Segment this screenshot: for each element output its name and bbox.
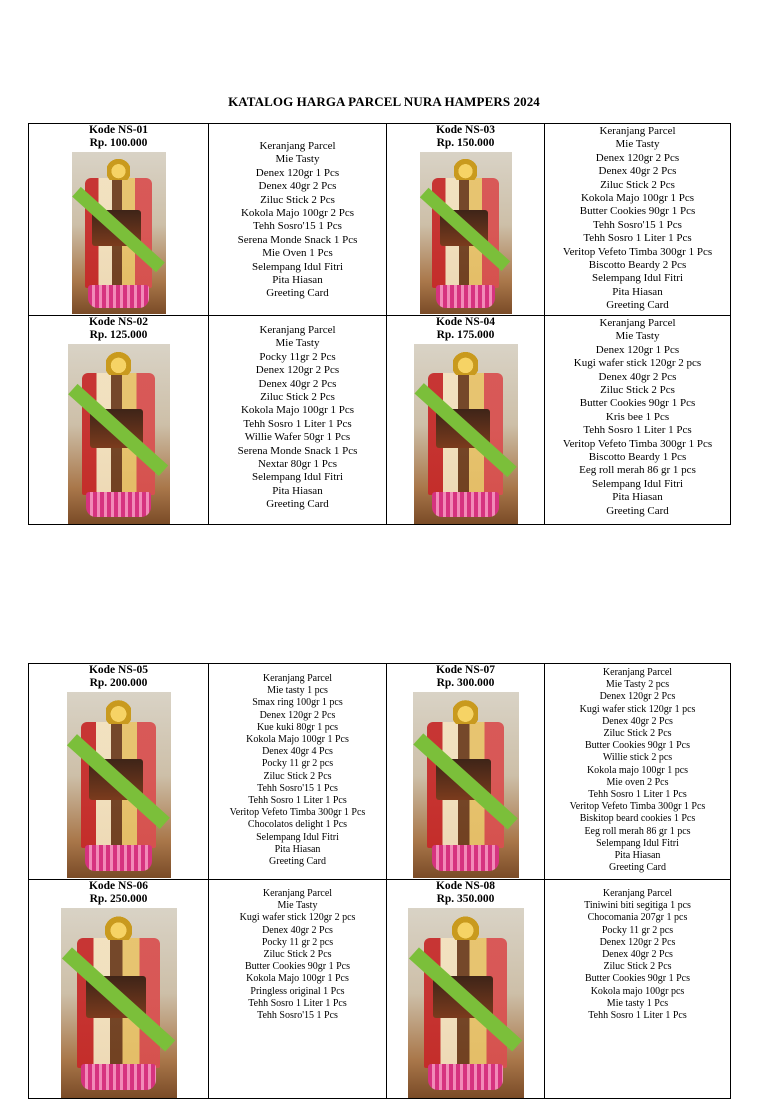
list-item: Selempang Idul Fitri bbox=[596, 837, 679, 849]
list-item: Biscotto Beardy 2 Pcs bbox=[588, 259, 687, 272]
list-item: Mie Tasty 2 pcs bbox=[605, 679, 670, 691]
product-items-ns08 bbox=[545, 880, 731, 1099]
list-item: Pita Hiasan bbox=[272, 274, 323, 287]
product-photo bbox=[61, 908, 177, 1098]
list-item: Greeting Card bbox=[269, 856, 326, 868]
product-code: Kode NS-01 bbox=[88, 124, 149, 136]
product-items-ns02 bbox=[209, 316, 387, 525]
list-item: Mie Tasty bbox=[277, 900, 318, 912]
list-item: Ziluc Stick 2 Pcs bbox=[603, 728, 672, 740]
list-item: Ziluc Stick 2 Pcs bbox=[260, 391, 335, 404]
list-item: Kokola Majo 100gr 1 Pcs bbox=[580, 192, 695, 205]
product-photo bbox=[408, 908, 524, 1098]
list-item: Selempang Idul Fitri bbox=[251, 471, 344, 484]
list-item: Denex 120gr 2 Pcs bbox=[595, 151, 680, 164]
product-photo bbox=[420, 152, 512, 314]
list-item: Denex 120gr 1 Pcs bbox=[255, 166, 340, 179]
product-items-ns06 bbox=[209, 880, 387, 1099]
list-item: Keranjang Parcel bbox=[602, 667, 673, 678]
list-item: Keranjang Parcel bbox=[262, 888, 333, 899]
list-item: Tehh Sosro 1 Liter 1 Pcs bbox=[248, 997, 347, 1009]
list-item: Denex 40gr 2 Pcs bbox=[598, 370, 677, 383]
list-item: Tehh Sosro 1 Liter 1 Pcs bbox=[243, 417, 352, 430]
list-item: Tehh Sosro 1 Liter 1 Pcs bbox=[588, 1010, 687, 1022]
list-item: Denex 40gr 2 Pcs bbox=[602, 715, 673, 727]
list-item: Butter Cookies 90gr 1 Pcs bbox=[579, 205, 696, 218]
list-item: Mie Tasty bbox=[615, 138, 660, 151]
list-item: Selempang Idul Fitri bbox=[591, 477, 684, 490]
list-item: Greeting Card bbox=[606, 299, 669, 312]
product-code: Kode NS-02 bbox=[88, 316, 149, 328]
list-item: Pringless original 1 Pcs bbox=[250, 985, 345, 997]
catalog-table-2 bbox=[28, 663, 731, 1099]
list-item: Denex 40gr 2 Pcs bbox=[598, 165, 677, 178]
catalog-table-1 bbox=[28, 123, 731, 525]
list-item: Greeting Card bbox=[266, 287, 329, 300]
list-item: Serena Monde Snack 1 Pcs bbox=[237, 444, 358, 457]
list-item: Butter Cookies 90gr 1 Pcs bbox=[585, 973, 690, 985]
list-item: Greeting Card bbox=[606, 504, 669, 517]
table-row bbox=[29, 664, 731, 880]
list-item: Keranjang Parcel bbox=[602, 888, 673, 899]
list-item: Pita Hiasan bbox=[612, 491, 663, 504]
list-item: Butter Cookies 90gr 1 Pcs bbox=[585, 740, 690, 752]
list-item: Greeting Card bbox=[609, 862, 666, 874]
list-item: Veritop Vefeto Timba 300gr 1 Pcs bbox=[569, 801, 706, 813]
product-price: Rp. 300.000 bbox=[436, 677, 495, 689]
list-item: Ziluc Stick 2 Pcs bbox=[600, 384, 675, 397]
product-code: Kode NS-04 bbox=[435, 316, 496, 328]
product-items-ns03 bbox=[545, 124, 731, 316]
list-item: Keranjang Parcel bbox=[259, 140, 336, 152]
product-photo bbox=[68, 344, 170, 524]
list-item: Kokola Majo 100gr 2 Pcs bbox=[240, 207, 355, 220]
list-item: Kue kuki 80gr 1 pcs bbox=[256, 721, 339, 733]
list-item: Tehh Sosro'15 1 Pcs bbox=[593, 218, 682, 231]
list-item: Pita Hiasan bbox=[614, 850, 661, 862]
list-item: Veritop Vefeto Timba 300gr 1 Pcs bbox=[229, 807, 366, 819]
list-item: Greeting Card bbox=[266, 498, 329, 511]
list-item: Tehh Sosro 1 Liter 1 Pcs bbox=[583, 424, 692, 437]
product-code: Kode NS-07 bbox=[435, 664, 496, 676]
product-items-ns04 bbox=[545, 316, 731, 525]
list-item: Selempang Idul Fitri bbox=[591, 272, 684, 285]
list-item: Denex 120gr 1 Pcs bbox=[595, 343, 680, 356]
product-cell-ns02 bbox=[29, 316, 209, 525]
product-photo bbox=[72, 152, 166, 314]
list-item: Kugi wafer stick 120gr 1 pcs bbox=[579, 703, 696, 715]
list-item: Willie stick 2 pcs bbox=[602, 752, 673, 764]
list-item: Veritop Vefeto Timba 300gr 1 Pcs bbox=[562, 245, 713, 258]
list-item: Kokola Majo 100gr 1 Pcs bbox=[240, 404, 355, 417]
product-price: Rp. 350.000 bbox=[436, 893, 495, 905]
list-item: Chocomania 207gr 1 pcs bbox=[587, 912, 688, 924]
product-photo bbox=[67, 692, 171, 878]
list-item: Kugi wafer stick 120gr 2 pcs bbox=[573, 357, 702, 370]
list-item: Pita Hiasan bbox=[612, 285, 663, 298]
product-photo bbox=[413, 692, 519, 878]
list-item: Pita Hiasan bbox=[272, 484, 323, 497]
list-item: Ziluc Stick 2 Pcs bbox=[600, 178, 675, 191]
list-item: Denex 120gr 2 Pcs bbox=[599, 936, 676, 948]
list-item: Pita Hiasan bbox=[274, 843, 321, 855]
list-item: Kokola majo 100gr pcs bbox=[590, 985, 685, 997]
list-item: Tehh Sosro 1 Liter 1 Pcs bbox=[583, 232, 692, 245]
list-item: Butter Cookies 90gr 1 Pcs bbox=[245, 961, 350, 973]
list-item: Kris bee 1 Pcs bbox=[605, 410, 670, 423]
product-cell-ns08 bbox=[387, 880, 545, 1099]
product-cell-ns03 bbox=[387, 124, 545, 316]
product-price: Rp. 100.000 bbox=[89, 137, 148, 149]
list-item: Pocky 11 gr 2 pcs bbox=[601, 924, 674, 936]
table-row bbox=[29, 316, 731, 525]
table-row bbox=[29, 124, 731, 316]
product-price: Rp. 150.000 bbox=[436, 137, 495, 149]
product-code: Kode NS-06 bbox=[88, 880, 149, 892]
list-item: Keranjang Parcel bbox=[599, 317, 676, 329]
product-cell-ns01 bbox=[29, 124, 209, 316]
list-item: Tehh Sosro 1 Liter 1 Pcs bbox=[588, 789, 687, 801]
product-photo bbox=[414, 344, 518, 524]
list-item: Ziluc Stick 2 Pcs bbox=[263, 949, 332, 961]
list-item: Mie tasty 1 pcs bbox=[267, 685, 328, 697]
list-item: Kokola majo 100gr 1 pcs bbox=[586, 764, 689, 776]
list-item: Pocky 11 gr 2 pcs bbox=[261, 936, 334, 948]
list-item: Kugi wafer stick 120gr 2 pcs bbox=[239, 912, 356, 924]
list-item: Butter Cookies 90gr 1 Pcs bbox=[579, 397, 696, 410]
product-cell-ns04 bbox=[387, 316, 545, 525]
product-code: Kode NS-08 bbox=[435, 880, 496, 892]
list-item: Kokola Majo 100gr 1 Pcs bbox=[246, 734, 349, 746]
list-item: Denex 120gr 2 Pcs bbox=[255, 364, 340, 377]
list-item: Willie Wafer 50gr 1 Pcs bbox=[244, 431, 351, 444]
list-item: Keranjang Parcel bbox=[599, 125, 676, 137]
table-row bbox=[29, 880, 731, 1099]
list-item: Serena Monde Snack 1 Pcs bbox=[237, 233, 358, 246]
product-items-ns05 bbox=[209, 664, 387, 880]
list-item: Denex 40gr 2 Pcs bbox=[262, 924, 333, 936]
product-price: Rp. 125.000 bbox=[89, 329, 148, 341]
list-item: Denex 40gr 4 Pcs bbox=[262, 746, 333, 758]
list-item: Denex 40gr 2 Pcs bbox=[258, 377, 337, 390]
product-items-ns01 bbox=[209, 124, 387, 316]
list-item: Mie Tasty bbox=[615, 330, 660, 343]
product-code: Kode NS-05 bbox=[88, 664, 149, 676]
list-item: Denex 40gr 2 Pcs bbox=[258, 180, 337, 193]
list-item: Tehh Sosro'15 1 Pcs bbox=[257, 1010, 338, 1022]
list-item: Keranjang Parcel bbox=[259, 324, 336, 336]
list-item: Biskitop beard cookies 1 Pcs bbox=[579, 813, 696, 825]
list-item: Denex 40gr 2 Pcs bbox=[602, 949, 673, 961]
list-item: Mie oven 2 Pcs bbox=[606, 776, 669, 788]
list-item: Tehh Sosro 1 Liter 1 Pcs bbox=[248, 795, 347, 807]
list-item: Ziluc Stick 2 Pcs bbox=[603, 961, 672, 973]
list-item: Chocolatos delight 1 Pcs bbox=[247, 819, 348, 831]
list-item: Pocky 11 gr 2 pcs bbox=[261, 758, 334, 770]
list-item: Biscotto Beardy 1 Pcs bbox=[588, 451, 687, 464]
list-item: Selempang Idul Fitri bbox=[251, 260, 344, 273]
list-item: Ziluc Stick 2 Pcs bbox=[263, 770, 332, 782]
list-item: Ziluc Stick 2 Pcs bbox=[260, 193, 335, 206]
product-price: Rp. 175.000 bbox=[436, 329, 495, 341]
product-cell-ns05 bbox=[29, 664, 209, 880]
product-items-ns07 bbox=[545, 664, 731, 880]
list-item: Denex 120gr 2 Pcs bbox=[259, 709, 336, 721]
list-item: Mie tasty 1 Pcs bbox=[606, 997, 669, 1009]
list-item: Kokola Majo 100gr 1 Pcs bbox=[246, 973, 349, 985]
list-item: Keranjang Parcel bbox=[262, 673, 333, 684]
product-price: Rp. 250.000 bbox=[89, 893, 148, 905]
product-cell-ns07 bbox=[387, 664, 545, 880]
list-item: Mie Tasty bbox=[275, 337, 320, 350]
list-item: Pocky 11gr 2 Pcs bbox=[259, 350, 336, 363]
list-item: Tehh Sosro'15 1 Pcs bbox=[253, 220, 342, 233]
list-item: Nextar 80gr 1 Pcs bbox=[257, 458, 338, 471]
list-item: Veritop Vefeto Timba 300gr 1 Pcs bbox=[562, 437, 713, 450]
product-price: Rp. 200.000 bbox=[89, 677, 148, 689]
list-item: Selempang Idul Fitri bbox=[256, 831, 339, 843]
product-code: Kode NS-03 bbox=[435, 124, 496, 136]
list-item: Tehh Sosro'15 1 Pcs bbox=[257, 782, 338, 794]
list-item: Mie Oven 1 Pcs bbox=[262, 247, 333, 260]
list-item: Tiniwini biti segitiga 1 pcs bbox=[584, 900, 691, 912]
list-item: Eeg roll merah 86 gr 1 pcs bbox=[584, 825, 691, 837]
product-cell-ns06 bbox=[29, 880, 209, 1099]
list-item: Eeg roll merah 86 gr 1 pcs bbox=[579, 464, 696, 477]
catalog-title: KATALOG HARGA PARCEL NURA HAMPERS 2024 bbox=[228, 94, 540, 109]
list-item: Mie Tasty bbox=[275, 153, 320, 166]
list-item: Smax ring 100gr 1 pcs bbox=[252, 697, 343, 709]
list-item: Denex 120gr 2 Pcs bbox=[599, 691, 676, 703]
